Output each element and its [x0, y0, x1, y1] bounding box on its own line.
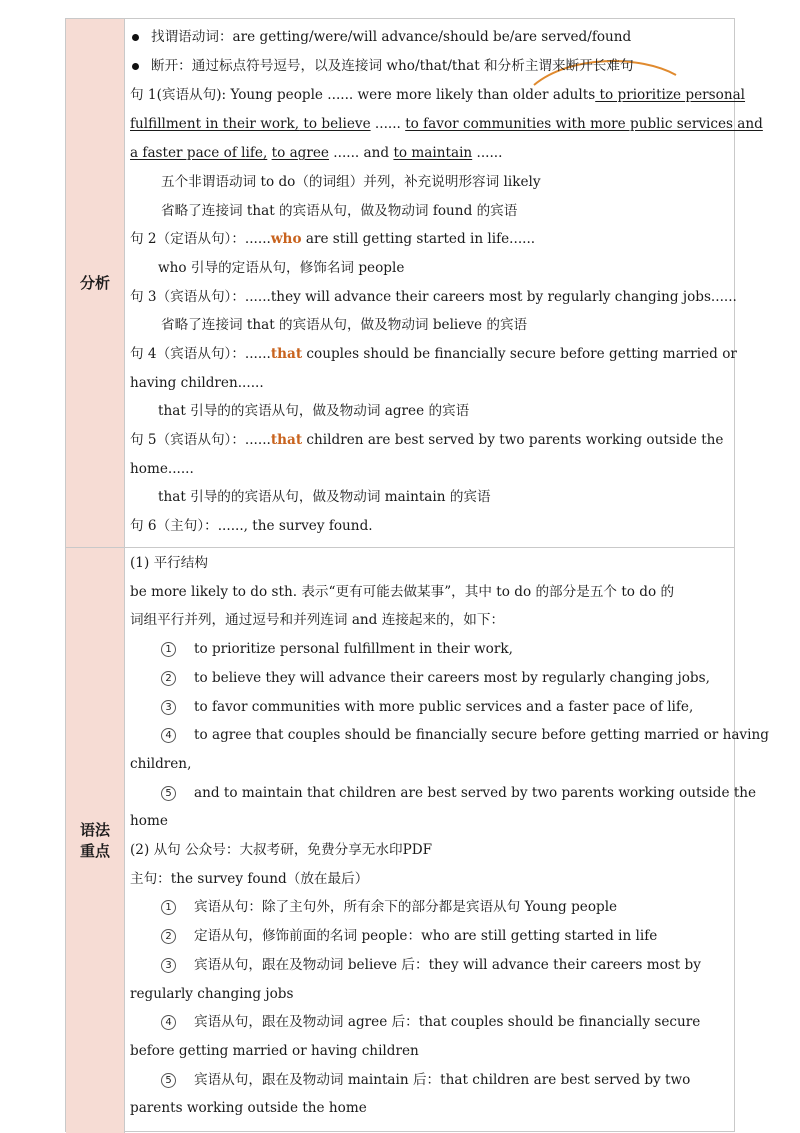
grammar-content [125, 547, 769, 1133]
clause-item-3: 3 宾语从句，跟在及物动词 believe 后：they will advance their careers most by [161, 955, 701, 975]
parallel-item-5: 5 and to maintain that children are best served by two parents working outside the [161, 783, 756, 803]
sentence-1-line-1: 句 1(宾语从句): Young people ...... were more likely than older adults to prioritize personal [130, 87, 746, 103]
clause-item-5: 5 宾语从句，跟在及物动词 maintain 后：that children are best served by two [161, 1070, 690, 1090]
parallel-item-3: 3 to favor communities with more public services and a faster pace of life, [161, 697, 693, 717]
parallel-item-5-cont: home [130, 813, 168, 829]
sentence-4-cont: having children...... [130, 375, 264, 391]
clause-item-1: 1 宾语从句：除了主句外，所有余下的部分都是宾语从句 Young people [161, 897, 617, 917]
parallel-desc-1: be more likely to do sth. 表示“更有可能去做某事”，其中 to do 的部分是五个 to do 的 [130, 584, 675, 600]
sentence-2: 句 2（定语从句）：......who are still getting started in life...... [130, 231, 536, 247]
sentence-5-cont: home...... [130, 461, 194, 477]
parallel-item-4-cont: children, [130, 756, 192, 772]
sentence-1-line-3: a faster pace of life, to agree ...... and to maintain ...... [130, 145, 503, 161]
sentence-1-line-2: fulfillment in their work, to believe ...... to favor communities with more public services and [130, 116, 763, 132]
circled-number-icon: 4 [161, 728, 176, 743]
bullet-split: 断开：通过标点符号逗号，以及连接词 who/that/that 和分析主谓来断开长难句 [130, 56, 634, 76]
parallel-item-2: 2 to believe they will advance their careers most by regularly changing jobs, [161, 668, 710, 688]
clause-item-3-cont: regularly changing jobs [130, 986, 294, 1002]
clause-item-5-cont: parents working outside the home [130, 1100, 367, 1116]
circled-number-icon: 5 [161, 786, 176, 801]
sentence-5-note: that 引导的的宾语从句，做及物动词 maintain 的宾语 [158, 489, 491, 505]
row-label-text-1: 语法 [79, 820, 110, 839]
clause-item-2: 2 定语从句，修饰前面的名词 people：who are still getting started in life [161, 926, 657, 946]
circled-number-icon: 2 [161, 671, 176, 686]
circled-number-icon: 1 [161, 900, 176, 915]
clause-item-4-cont: before getting married or having children [130, 1043, 419, 1059]
parallel-item-1: 1 to prioritize personal fulfillment in their work, [161, 639, 513, 659]
bullet-dot-icon [132, 63, 139, 70]
sentence-1-note-2: 省略了连接词 that 的宾语从句，做及物动词 found 的宾语 [161, 203, 518, 219]
parallel-desc-2: 词组平行并列，通过逗号和并列连词 and 连接起来的，如下： [130, 612, 505, 628]
sentence-6: 句 6（主句）：......, the survey found. [130, 518, 373, 534]
circled-number-icon: 5 [161, 1073, 176, 1088]
circled-number-icon: 4 [161, 1015, 176, 1030]
main-clause: 主句：the survey found（放在最后） [130, 871, 369, 887]
sentence-2-note: who 引导的定语从句，修饰名词 people [158, 260, 405, 276]
analysis-content [125, 19, 763, 547]
bullet-dot-icon [132, 34, 139, 41]
row-label-analysis [66, 19, 125, 547]
row-label-text: 分析 [79, 273, 110, 292]
circled-number-icon: 2 [161, 929, 176, 944]
clause-item-4: 4 宾语从句，跟在及物动词 agree 后：that couples should be financially secure [161, 1012, 700, 1032]
row-label-text-2: 重点 [79, 841, 110, 860]
sentence-5: 句 5（宾语从句）：......that children are best served by two parents working outside the [130, 432, 724, 448]
heading-clauses: (2) 从句 公众号：大叔考研，免费分享无水印PDF [130, 842, 433, 858]
parallel-item-4: 4 to agree that couples should be financially secure before getting married or having [161, 725, 769, 745]
sentence-4-note: that 引导的的宾语从句，做及物动词 agree 的宾语 [158, 403, 470, 419]
row-label-grammar [66, 547, 125, 1133]
sentence-4: 句 4（宾语从句）：......that couples should be financially secure before getting married or [130, 346, 737, 362]
sentence-1-note-1: 五个非谓语动词 to do（的词组）并列，补充说明形容词 likely [161, 174, 541, 190]
bullet-find-verbs: 找谓语动词：are getting/were/will advance/should be/are served/found [130, 27, 631, 47]
circled-number-icon: 1 [161, 642, 176, 657]
sentence-3: 句 3（宾语从句）：......they will advance their careers most by regularly changing jobs...... [130, 289, 737, 305]
circled-number-icon: 3 [161, 958, 176, 973]
heading-parallel: (1) 平行结构 [130, 555, 208, 571]
circled-number-icon: 3 [161, 700, 176, 715]
analysis-table [65, 18, 769, 1132]
sentence-3-note: 省略了连接词 that 的宾语从句，做及物动词 believe 的宾语 [161, 317, 528, 333]
